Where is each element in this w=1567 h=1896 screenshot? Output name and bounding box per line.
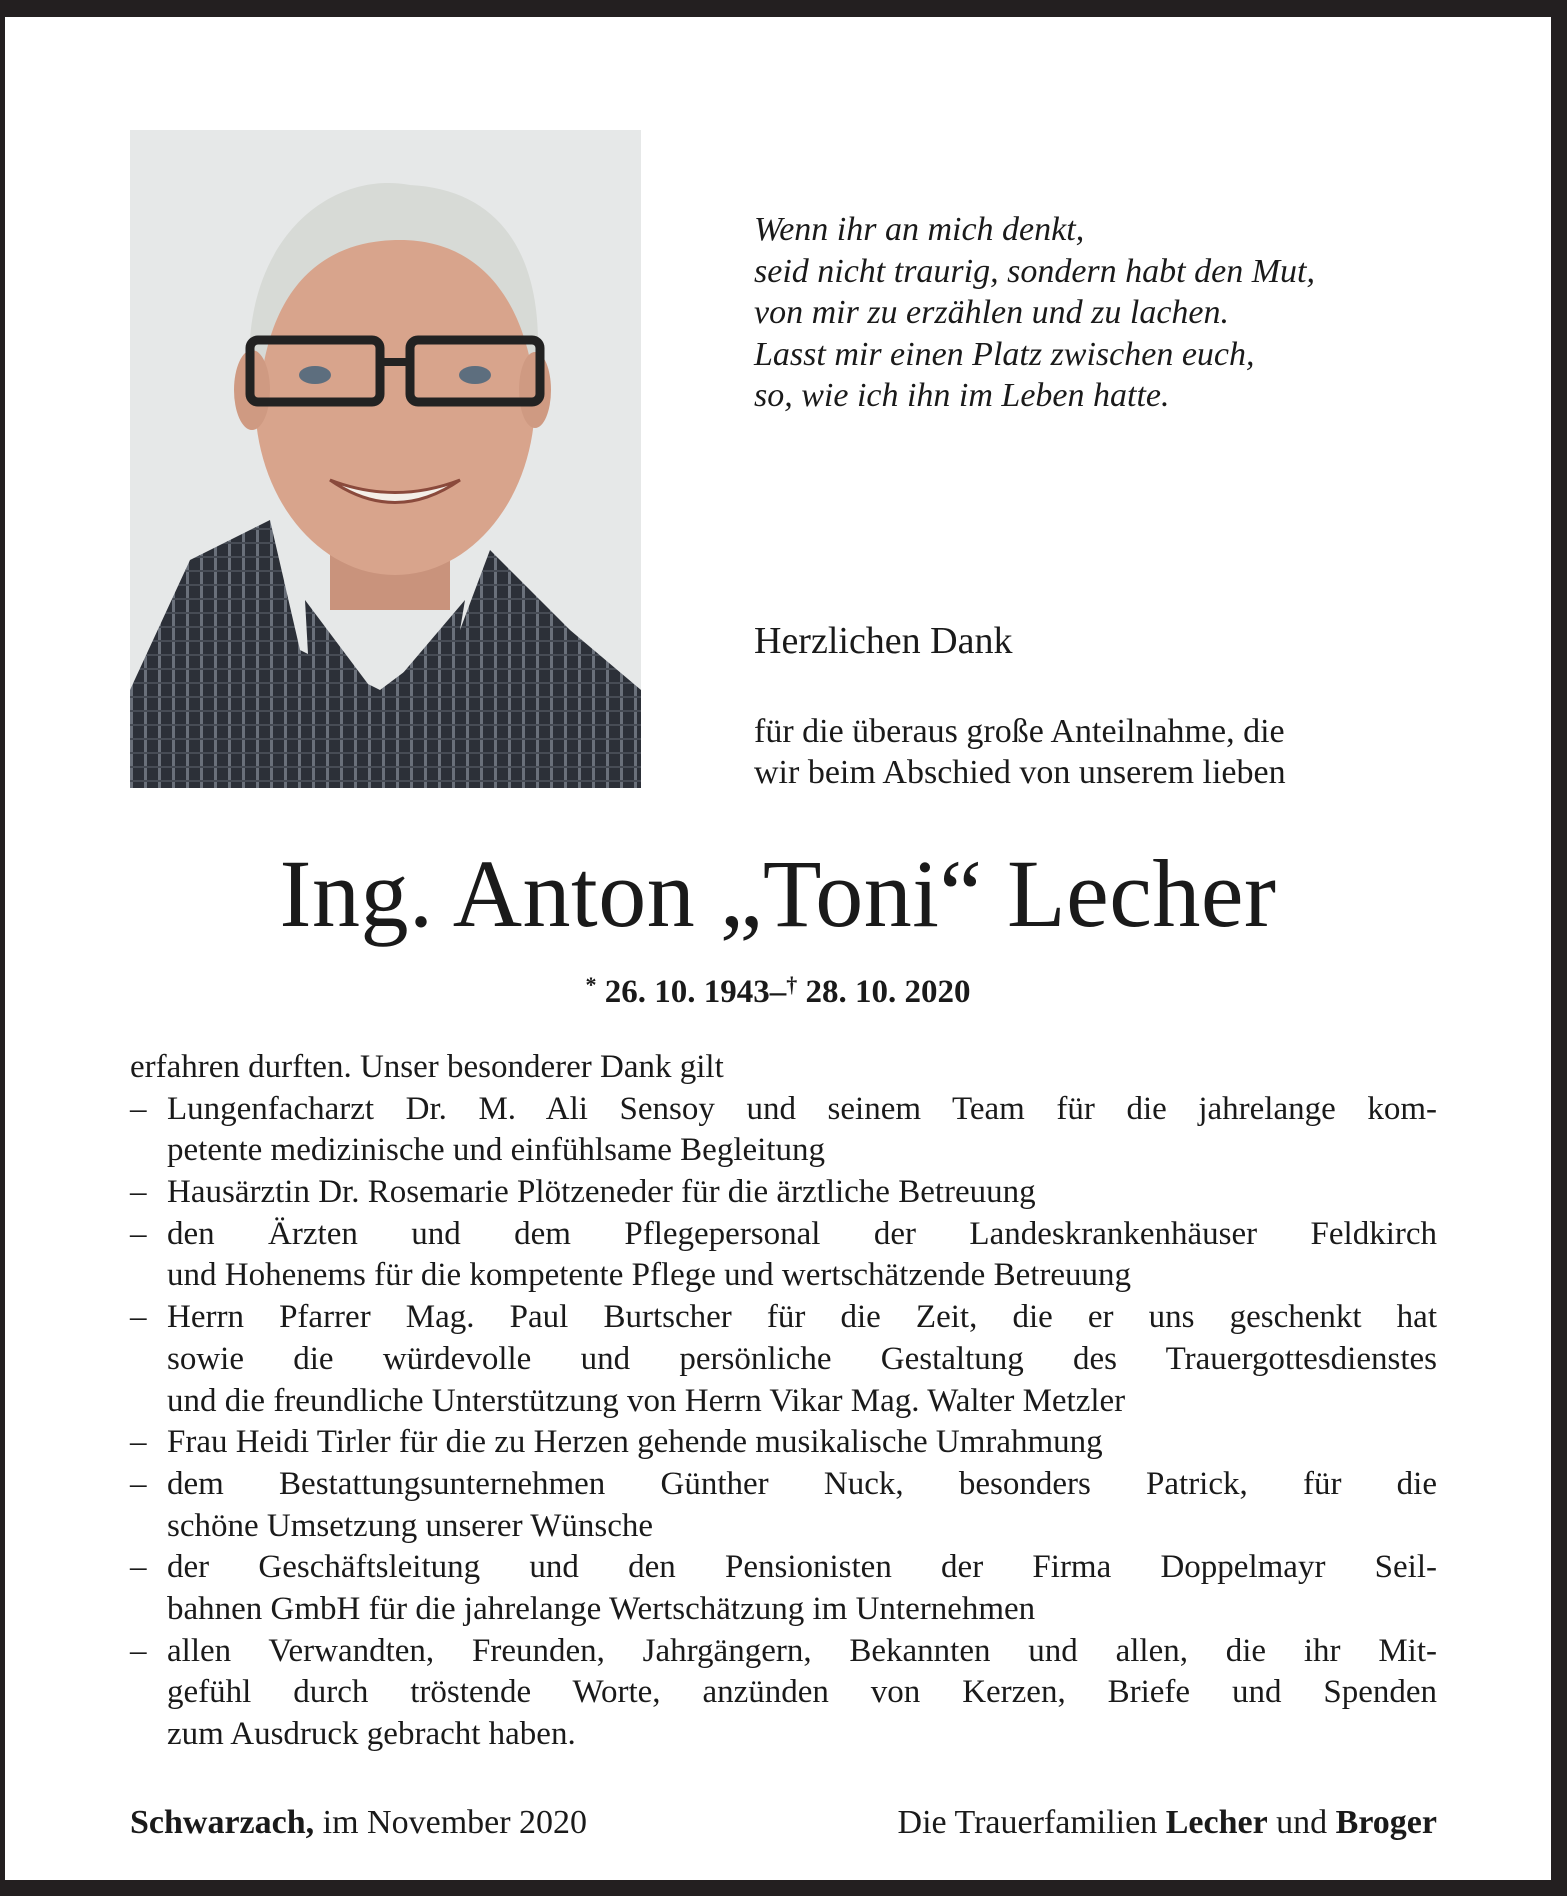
thanks-item <box>130 1547 1437 1630</box>
thanks-item <box>130 1422 1437 1464</box>
thanks-item <box>130 1297 1437 1422</box>
dash-bullet: – <box>130 1299 147 1336</box>
thanks-body <box>130 1047 1437 1756</box>
death-symbol: † <box>786 972 798 997</box>
thanks-item <box>130 1089 1437 1172</box>
place-date <box>130 1804 587 1842</box>
family-name: Lecher <box>1165 1804 1268 1841</box>
birth-symbol: * <box>585 972 597 997</box>
date-separator: – <box>769 974 787 1010</box>
thanks-heading: Herzlichen Dank <box>754 620 1013 662</box>
obituary-card <box>5 17 1551 1880</box>
life-dates <box>5 972 1551 1011</box>
dash-bullet: – <box>130 1424 147 1461</box>
dash-bullet: – <box>130 1215 147 1252</box>
thanks-item-line: Lungenfacharzt Dr. M. Ali Sensoy und seinem Team für die jahrelange kom- <box>167 1090 1437 1127</box>
poem-line: seid nicht traurig, sondern habt den Mut, <box>754 252 1315 290</box>
thanks-item-line: gefühl durch tröstende Worte, anzünden von Kerzen, Briefe und Spenden <box>167 1674 1437 1711</box>
thanks-item-line: Hausärztin Dr. Rosemarie Plötzeneder für die ärztliche Betreuung <box>167 1174 1036 1211</box>
portrait-photo <box>130 130 641 788</box>
intro-line: wir beim Abschied von unserem lieben <box>754 754 1286 791</box>
thanks-item-line: zum Ausdruck gebracht haben. <box>167 1716 576 1752</box>
thanks-item-line: petente medizinische und einfühlsame Begleitung <box>167 1132 825 1169</box>
thanks-item-line: dem Bestattungsunternehmen Günther Nuck, besonders Patrick, für die <box>167 1465 1437 1502</box>
thanks-item-line: bahnen GmbH für die jahrelange Wertschätzung im Unternehmen <box>167 1590 1036 1627</box>
poem-line: so, wie ich ihn im Leben hatte. <box>754 377 1170 414</box>
families-prefix: Die Trauerfamilien <box>897 1804 1158 1841</box>
poem-line: Wenn ihr an mich denkt, <box>754 211 1085 248</box>
death-date: 28. 10. 2020 <box>805 974 971 1010</box>
poem <box>754 209 1315 417</box>
thanks-item-line: Herrn Pfarrer Mag. Paul Burtscher für die Zeit, die er uns geschenkt hat <box>167 1299 1437 1336</box>
date: im November 2020 <box>322 1804 588 1841</box>
thanks-intro <box>754 711 1286 793</box>
dash-bullet: – <box>130 1465 147 1502</box>
thanks-item <box>130 1172 1437 1214</box>
thanks-item-line: sowie die würdevolle und persönliche Gestaltung des Trauergottesdienstes <box>167 1340 1437 1377</box>
signature-footer <box>130 1804 1437 1842</box>
dash-bullet: – <box>130 1174 147 1211</box>
thanks-item-line: den Ärzten und dem Pflegepersonal der Landeskrankenhäuser Feldkirch <box>167 1215 1437 1252</box>
thanks-item-line: schöne Umsetzung unserer Wünsche <box>167 1507 653 1544</box>
families <box>898 1804 1437 1842</box>
and-word: und <box>1276 1804 1328 1841</box>
birth-date: 26. 10. 1943 <box>604 974 770 1010</box>
poem-line: Lasst mir einen Platz zwischen euch, <box>754 335 1255 373</box>
dash-bullet: – <box>130 1632 147 1669</box>
thanks-item-line: und die freundliche Unterstützung von Herrn Vikar Mag. Walter Metzler <box>167 1382 1126 1419</box>
dash-bullet: – <box>130 1549 147 1586</box>
thanks-item <box>130 1214 1437 1297</box>
family-name: Broger <box>1335 1804 1437 1841</box>
dash-bullet: – <box>130 1090 147 1127</box>
thanks-item <box>130 1631 1437 1756</box>
thanks-item-line: Frau Heidi Tirler für die zu Herzen gehende musikalische Umrahmung <box>167 1424 1103 1461</box>
thanks-item-line: der Geschäftsleitung und den Pensionisten der Firma Doppelmayr Seil- <box>167 1549 1437 1586</box>
place: Schwarzach, <box>130 1804 315 1841</box>
body-lead: erfahren durften. Unser besonderer Dank gilt <box>130 1049 724 1085</box>
intro-line: für die überaus große Anteilnahme, die <box>754 713 1285 750</box>
thanks-item-line: und Hohenems für die kompetente Pflege und wertschätzende Betreuung <box>167 1257 1132 1294</box>
poem-line: von mir zu erzählen und zu lachen. <box>754 294 1230 331</box>
thanks-item-line: allen Verwandten, Freunden, Jahrgängern, Bekannten und allen, die ihr Mit- <box>167 1632 1437 1669</box>
thanks-item <box>130 1464 1437 1547</box>
deceased-name: Ing. Anton „Toni“ Lecher <box>279 840 1277 947</box>
